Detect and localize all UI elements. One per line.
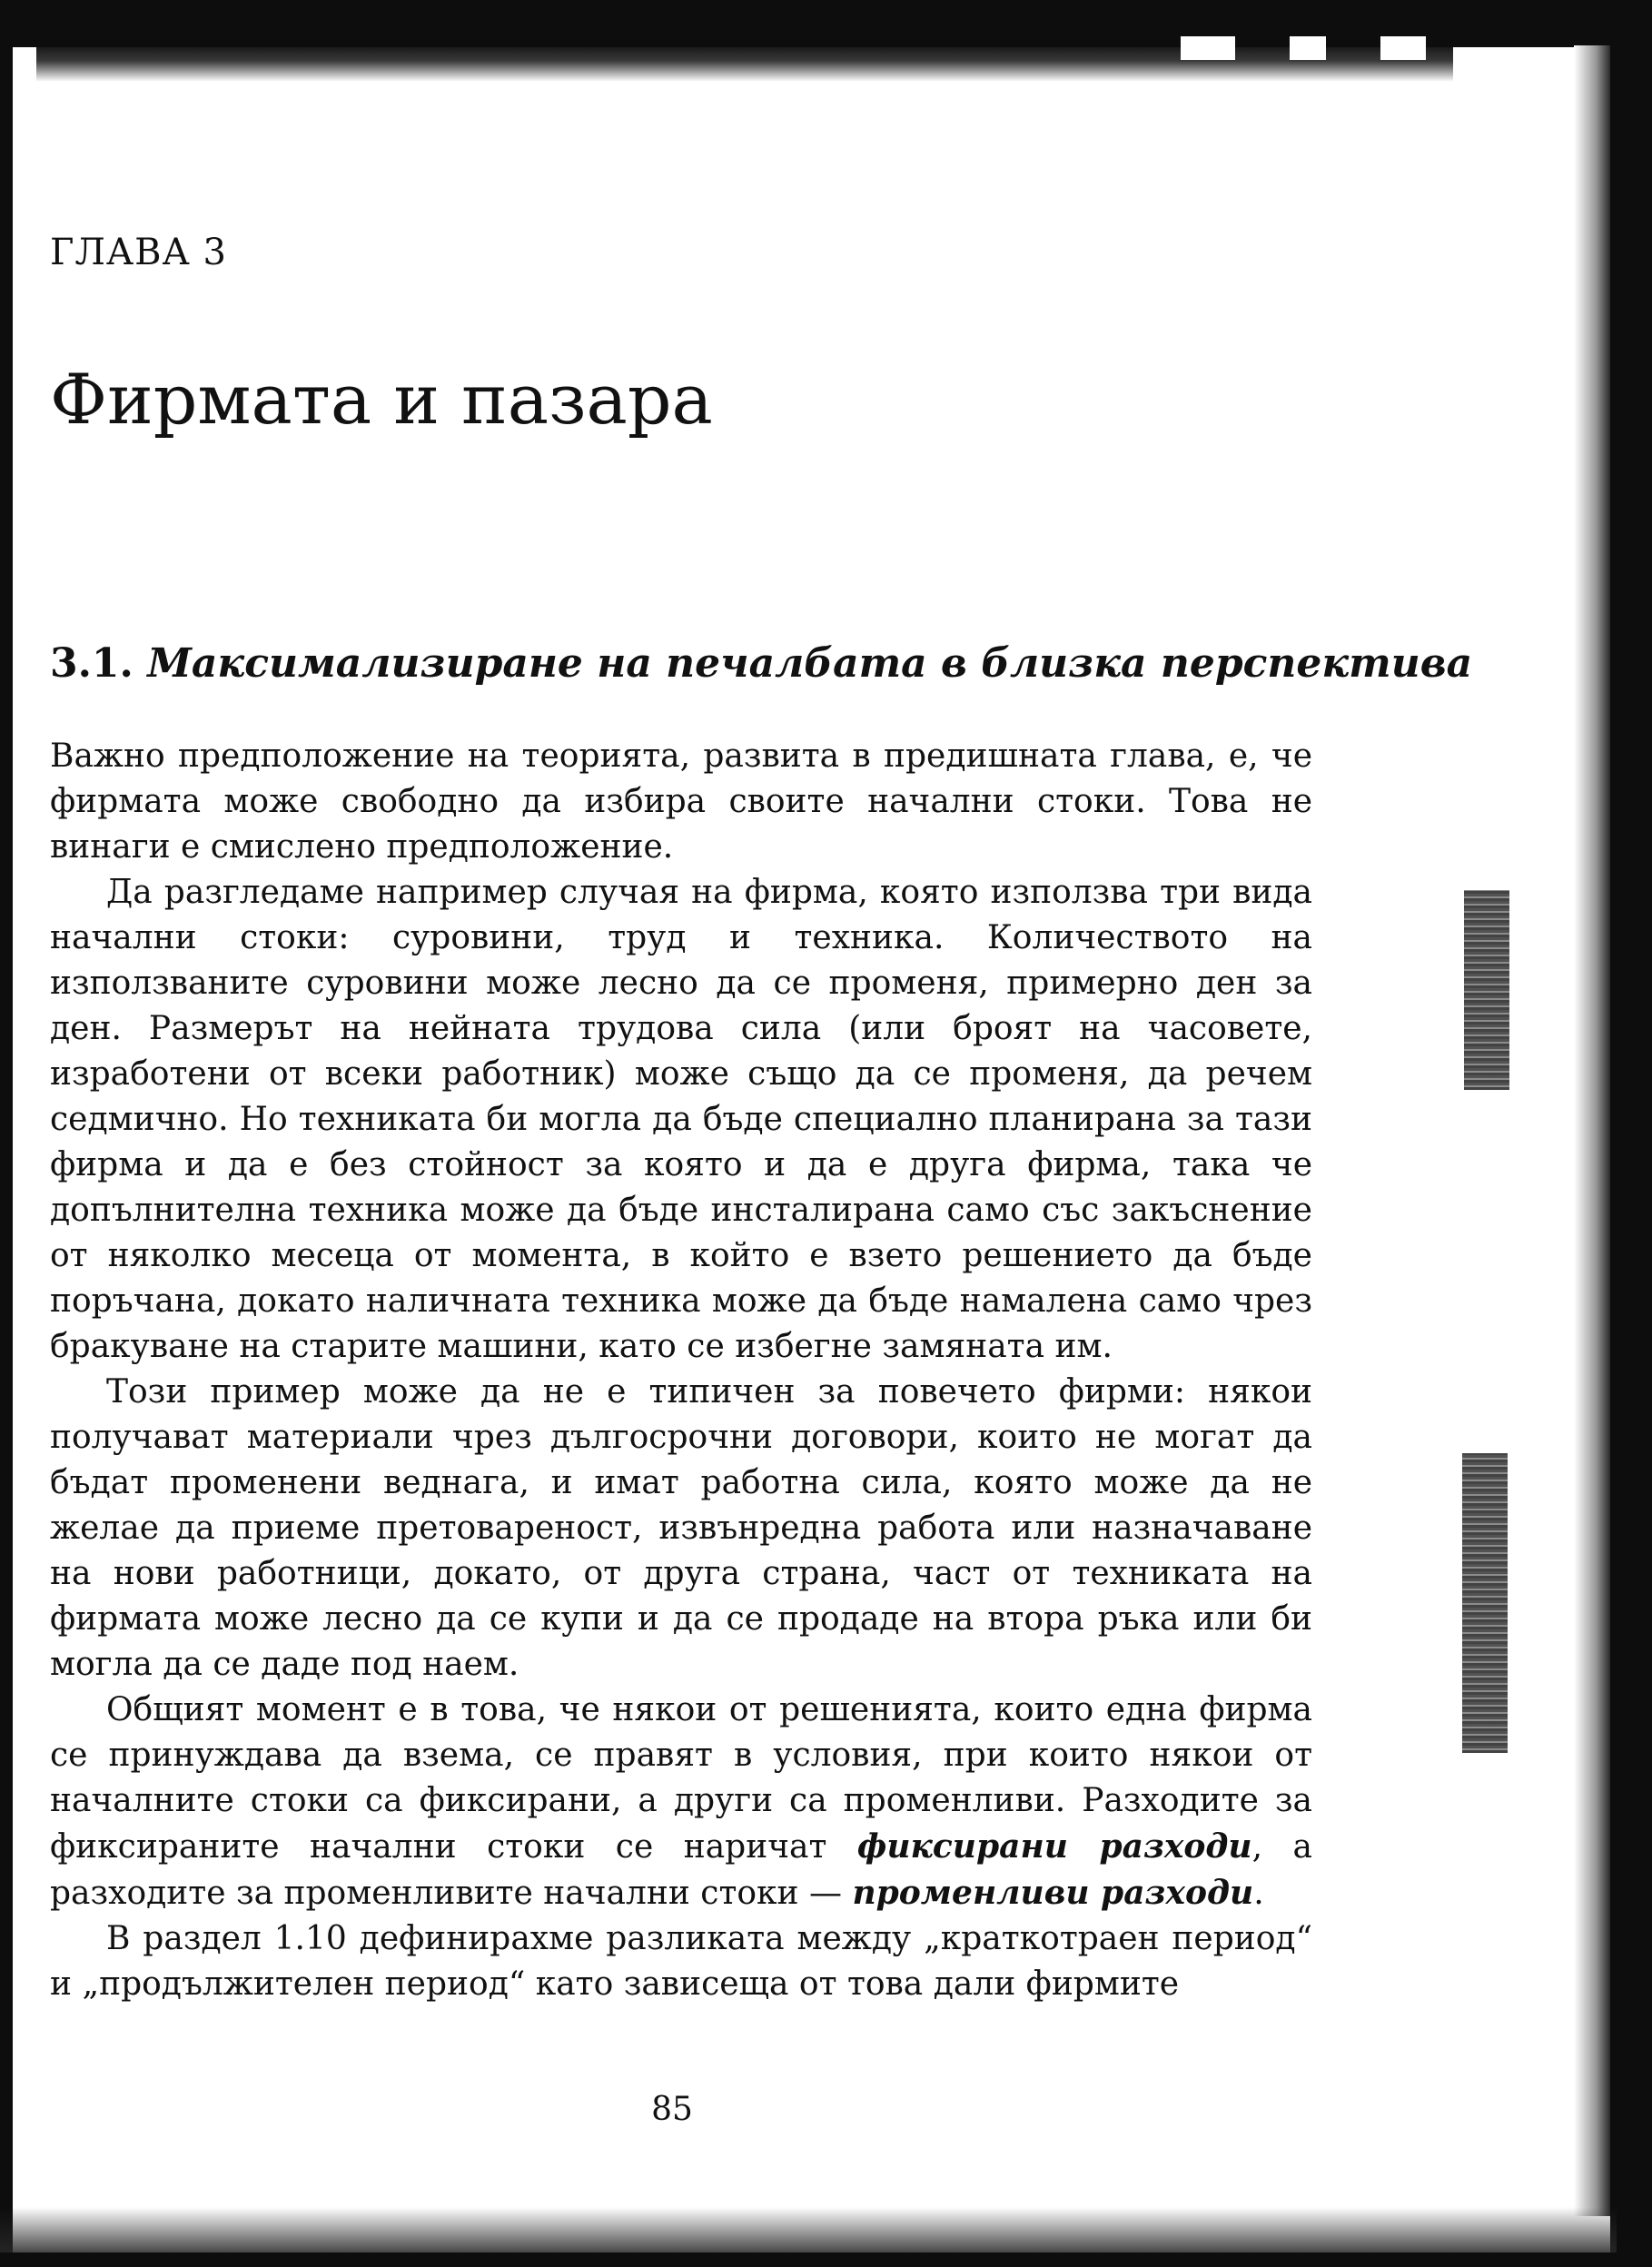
scan-artifact: [1290, 36, 1326, 60]
scan-border-right: [1610, 0, 1652, 2267]
paragraph: Важно предположение на теорията, развита в предишната глава, е, че фирмата може свободно да избира своите начални стоки. Това не винаги е смислено предположение.: [50, 738, 1312, 866]
scan-border-left: [0, 0, 13, 2267]
page-number: 85: [651, 2091, 693, 2128]
scan-artifact: [1181, 36, 1235, 60]
body-text: [50, 734, 1312, 2007]
scan-border-bottom: [0, 2252, 1652, 2267]
bleed-through-mark: [1462, 1453, 1508, 1753]
chapter-title: Фирмата и пазара: [50, 359, 713, 440]
paragraph: В раздел 1.10 дефинирахме разликата между „краткотраен период“ и „продължителен период“ като зависеща от това дали фирмите: [50, 1920, 1312, 2003]
paragraph: Да разгледаме например случая на фирма, която използва три вида начални стоки: суровини, труд и техника. Количеството на използваните суровини може лесно да се променя, примерно ден за ден. Размерът на нейната трудова сила (или броят на часовете, изработени от всеки работник) може също да се променя, да речем седмично. Но техниката би могла да бъде специално планирана за тази фирма и да е без стойност за която и да е друга фирма, така че допълнителна техника може да бъде инсталирана само със закъснение от няколко месеца от момента, в който е взето решението да бъде поръчана, докато наличната техника може да бъде намалена само чрез бракуване на старите машини, като се избегне замяната им.: [50, 874, 1312, 1365]
scan-shadow-bottom: [0, 2207, 1617, 2252]
chapter-label: ГЛАВА 3: [50, 232, 228, 273]
bleed-through-mark: [1464, 890, 1509, 1090]
section-number: 3.1.: [50, 640, 134, 687]
paragraph-text: Общият момент е в това, че някои от решенията, които една фирма се принуждава да взема, се правят в условия, при които някои от началните стоки са фиксирани, а други са променливи. Разходите за фиксираните начални стоки се наричат: [50, 1691, 1312, 1866]
scan-artifact: [1380, 36, 1426, 60]
term-variable-costs: променливи разходи: [852, 1874, 1254, 1912]
paragraph: Този пример може да не е типичен за повечето фирми: някои получават материали чрез дългосрочни договори, които не могат да бъдат променени веднага, и имат работна сила, която може да не желае да приеме претовареност, извънредна работа или назначаване на нови работници, докато, от друга страна, част от техниката на фирмата може лесно да се купи и да се продаде на втора ръка или би могла да се даде под наем.: [50, 1373, 1312, 1683]
scan-shadow-top: [36, 47, 1453, 82]
paragraph-text: .: [1253, 1875, 1264, 1912]
paragraph-text: , а разходите за променливите начални стоки —: [50, 1828, 1312, 1912]
paragraph: [50, 1688, 1312, 1916]
section-title: Максимализиране на печалбата в близка перспектива: [147, 640, 1473, 687]
scan-shadow-right: [1574, 45, 1610, 2216]
term-fixed-costs: фиксирани разходи: [856, 1827, 1252, 1866]
section-heading: [50, 640, 1472, 687]
